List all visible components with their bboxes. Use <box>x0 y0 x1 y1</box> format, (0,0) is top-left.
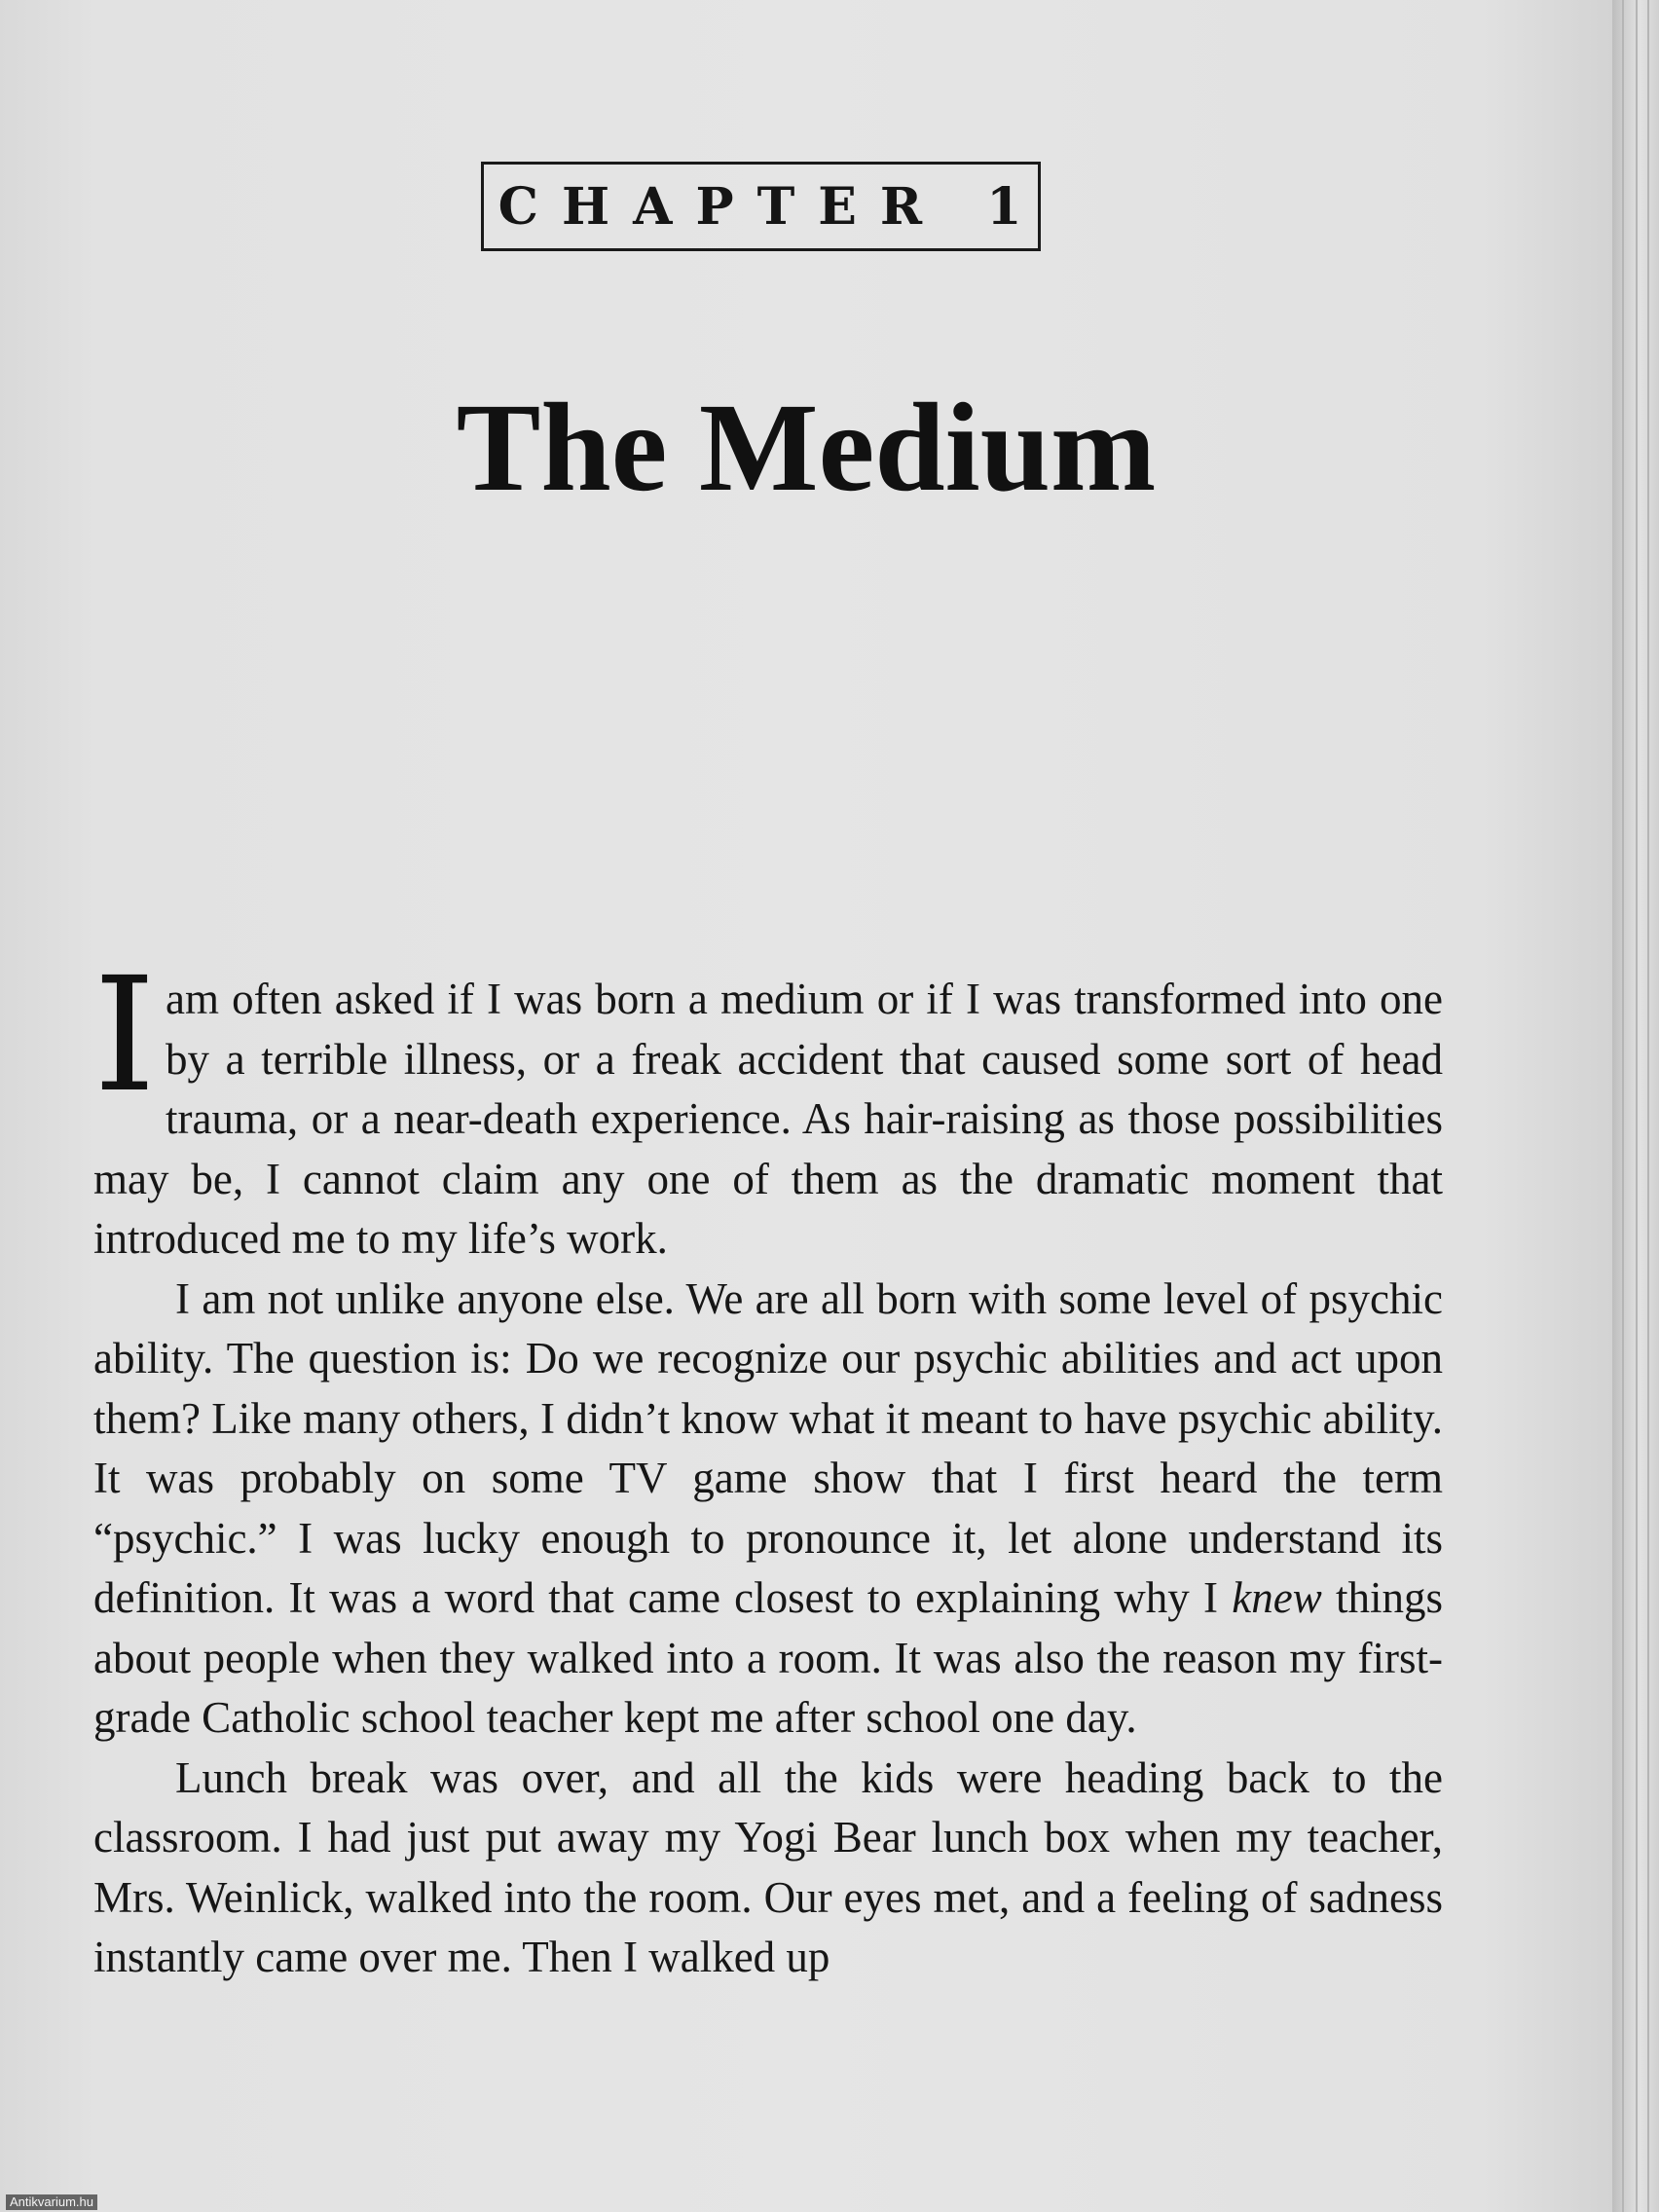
emphasized-word: knew <box>1232 1573 1322 1622</box>
page-edge <box>1612 0 1659 2212</box>
chapter-label-box <box>481 162 1046 251</box>
paragraph-3 <box>93 1749 1443 1988</box>
page-edge-line <box>1647 0 1649 2212</box>
paragraph-2 <box>93 1270 1443 1749</box>
page-edge-line <box>1636 0 1638 2212</box>
chapter-title: The Medium <box>456 378 1157 518</box>
paragraph-2-text-before: I am not unlike anyone else. We are all born with some level of psychic ability. The question is: Do we recognize our psychic abilities and act upon them? Like many others, I didn’t know what it meant to have psychic ability. It was probably on some TV game show that I first heard the term “psychic.” I was lucky enough to pronounce it, let alone understand its definition. It was a word that came closest to explaining why I <box>93 1273 1443 1622</box>
page-edge-line <box>1622 0 1624 2212</box>
paragraph-1 <box>93 944 1443 1270</box>
chapter-label: CHAPTER 1 <box>498 176 1046 237</box>
paragraph-2-text-after: things about people when they walked into a room. It was also the reason my first-grade Catholic school teacher kept me after school one day. <box>93 1573 1443 1742</box>
watermark: Antikvarium.hu <box>6 2194 97 2210</box>
paragraph-3-text: Lunch break was over, and all the kids were heading back to the classroom. I had just put away my Yogi Bear lunch box when my teacher, Mrs. Weinlick, walked into the room. Our eyes met, and a feeling of sadness instantly came over me. Then I walked up <box>93 1752 1443 1981</box>
paragraph-1-text: am often asked if I was born a medium or if I was transformed into one by a terrible illness, or a freak accident that caused some sort of head trauma, or a near-death experience. As hair-raising as those possibilities may be, I cannot claim any one of them as the dramatic moment that introduced me to my life’s work. <box>93 975 1443 1263</box>
drop-cap: I <box>93 944 156 1127</box>
body-text <box>93 944 1443 1988</box>
